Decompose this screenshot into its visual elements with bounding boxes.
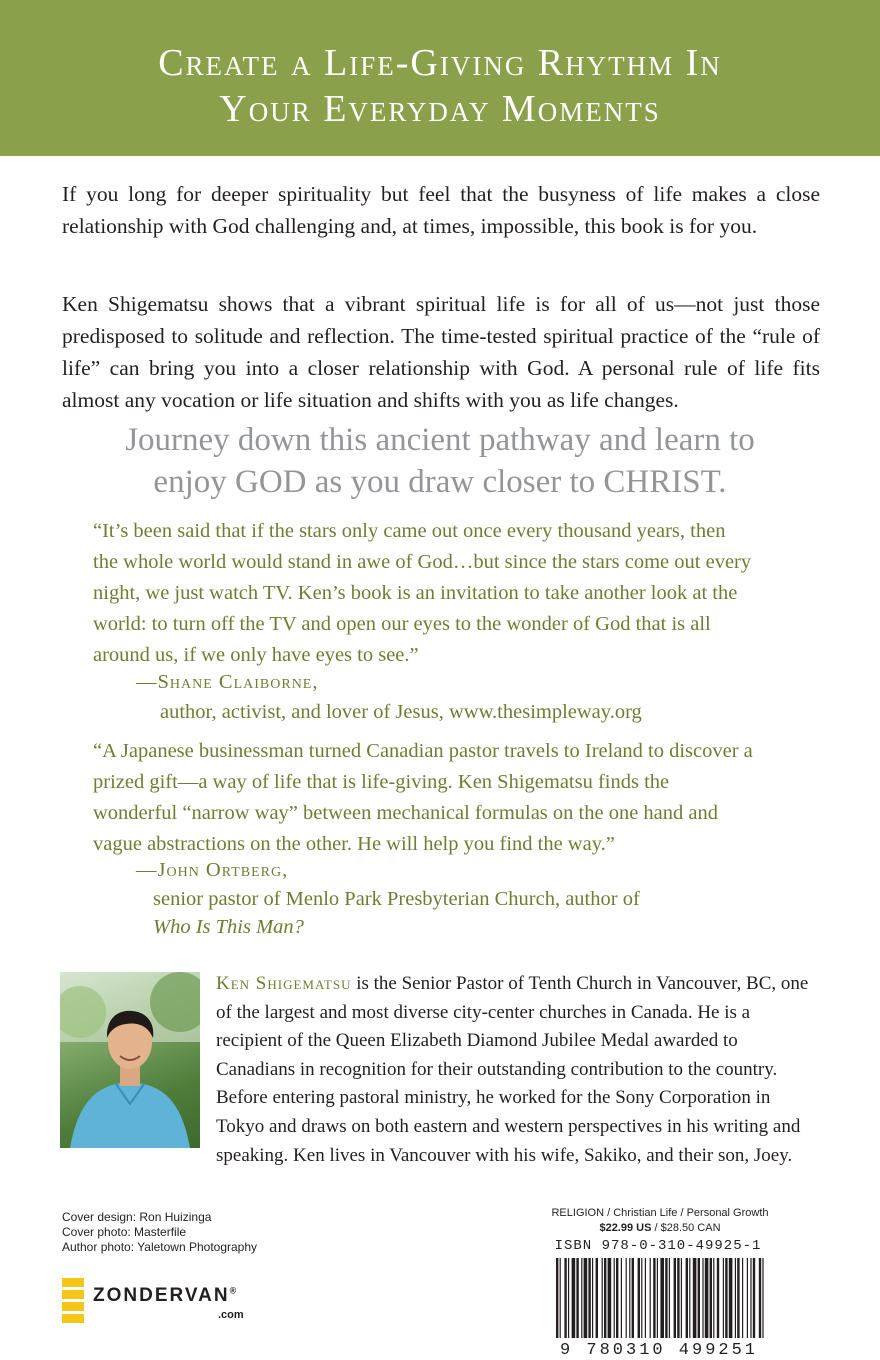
barcode-bar xyxy=(698,1258,700,1348)
credit-line: Cover design: Ron Huizinga xyxy=(62,1210,212,1224)
barcode-bar xyxy=(629,1258,630,1348)
banner-line-2: Your Everyday Moments xyxy=(219,88,661,130)
barcode-bar xyxy=(747,1258,748,1348)
barcode-bar xyxy=(626,1258,627,1348)
barcode-bar xyxy=(762,1258,763,1348)
barcode-bar xyxy=(602,1258,603,1348)
barcode-bar xyxy=(742,1258,743,1348)
endorsement-quote-2: “A Japanese businessman turned Canadian pastor travels to Ireland to discover a prized gift—a way of life that is life-giving. Ken Shigematsu finds the wonderful “narrow way” between mechanical formulas on the one hand and vague abstractions on the other. He will help you find the way.” xyxy=(93,740,753,855)
cover-credits xyxy=(62,1210,257,1255)
barcode-bar xyxy=(713,1258,714,1348)
barcode-bar xyxy=(657,1258,658,1348)
author-photo xyxy=(60,972,200,1148)
author-bio-text: is the Senior Pastor of Tenth Church in Vancouver, BC, one of the largest and most diverse city-center churches in Canada. He is a recipient of the Queen Elizabeth Diamond Jubilee Medal awarded to Canadians in recognition for their outstanding contribution to the country. Before entering pastoral ministry, he worked for the Sony Corporation in Tokyo and draws on both eastern and western perspectives in his writing and speaking. Ken lives in Vancouver with his wife, Sakiko, and their son, Joey. xyxy=(216,973,809,1166)
barcode-bar xyxy=(729,1258,733,1348)
barcode-bar xyxy=(650,1258,651,1348)
barcode-bar xyxy=(753,1258,755,1348)
title-banner xyxy=(0,0,880,156)
barcode-bar xyxy=(604,1258,606,1348)
tagline-line-2: enjoy GOD as you draw closer to CHRIST. xyxy=(153,464,727,500)
barcode-bar xyxy=(759,1258,761,1348)
barcode-digits: 9 780310 499251 xyxy=(559,1341,759,1358)
isbn-barcode xyxy=(542,1258,776,1358)
credit-line: Author photo: Yaletown Photography xyxy=(62,1240,258,1254)
barcode-bar xyxy=(669,1258,670,1348)
barcode-bar xyxy=(638,1258,640,1348)
barcode-bar xyxy=(689,1258,690,1348)
barcode-bar xyxy=(677,1258,679,1348)
barcode-bar xyxy=(616,1258,618,1348)
barcode-bar xyxy=(750,1258,751,1348)
barcode-bar xyxy=(592,1258,593,1348)
barcode-bar xyxy=(572,1258,576,1348)
isbn-text: ISBN 978-0-310-49925-1 xyxy=(554,1238,762,1254)
publisher-domain: .com xyxy=(218,1309,244,1321)
endorsement-author-1-description: author, activist, and lover of Jesus, www.thesimpleway.org xyxy=(160,701,642,723)
barcode-bar xyxy=(725,1258,727,1348)
author-bio xyxy=(216,970,819,1170)
retail-info xyxy=(540,1206,780,1236)
publisher-name: ZONDERVAN® xyxy=(93,1285,239,1306)
barcode-bar xyxy=(723,1258,724,1348)
barcode-bar xyxy=(674,1258,676,1348)
publisher-logo xyxy=(60,1276,300,1324)
barcode-bar xyxy=(660,1258,664,1348)
endorsement-author-2-description: senior pastor of Menlo Park Presbyterian Church, author of xyxy=(153,888,640,910)
barcode-bar xyxy=(705,1258,709,1348)
endorsement-author-1: —Shane Claiborne, xyxy=(136,671,319,693)
credit-line: Cover photo: Masterfile xyxy=(62,1225,187,1239)
barcode-bar xyxy=(702,1258,703,1348)
tagline-line-1: Journey down this ancient pathway and learn to xyxy=(125,422,755,458)
barcode-bar xyxy=(686,1258,688,1348)
publisher-mark-icon xyxy=(60,1276,88,1324)
barcode-bar xyxy=(717,1258,719,1348)
intro-paragraph-1: If you long for deeper spirituality but feel that the busyness of life makes a close relationship with God challenging and, at times, impossible, this book is for you. xyxy=(62,182,820,238)
barcode-bar xyxy=(560,1258,561,1348)
barcode-bar xyxy=(737,1258,739,1348)
author-bio-name: Ken Shigematsu xyxy=(216,973,352,994)
barcode-bar xyxy=(581,1258,582,1348)
barcode-bar xyxy=(693,1258,697,1348)
barcode-bar xyxy=(584,1258,588,1348)
barcode-bar xyxy=(681,1258,682,1348)
endorsement-author-2-book: Who Is This Man? xyxy=(153,916,304,938)
barcode-bar xyxy=(614,1258,615,1348)
barcode-bar xyxy=(735,1258,736,1348)
banner-line-1: Create a Life-Giving Rhythm In xyxy=(158,42,722,84)
barcode-bar xyxy=(588,1258,590,1348)
barcode-bar xyxy=(710,1258,712,1348)
barcode-bar xyxy=(621,1258,622,1348)
barcode-bar xyxy=(596,1258,598,1348)
barcode-bar xyxy=(576,1258,578,1348)
barcode-bar xyxy=(568,1258,569,1348)
barcode-bar xyxy=(632,1258,634,1348)
barcode-bar xyxy=(665,1258,667,1348)
price-text: $22.99 US / $28.50 CAN xyxy=(599,1222,721,1234)
intro-paragraph-2: Ken Shigematsu shows that a vibrant spiritual life is for all of us––not just those predisposed to solitude and reflection. The time-tested spiritual practice of the “rule of life” can bring you into a closer relationship with God. A personal rule of life fits almost any vocation or life situation and shifts with you as life changes. xyxy=(62,292,820,412)
barcode-bar xyxy=(641,1258,642,1348)
barcode-bar xyxy=(556,1258,558,1348)
barcode-bar xyxy=(608,1258,612,1348)
category-text: RELIGION / Christian Life / Personal Growth xyxy=(551,1207,769,1219)
barcode-bar xyxy=(645,1258,646,1348)
barcode-bar xyxy=(564,1258,566,1348)
endorsement-quote-1: “It’s been said that if the stars only came out once every thousand years, then the whole world would stand in awe of God…but since the stars come out every night, we just watch TV. Ken’s book is an invitation to take another look at the world: to turn off the TV and open our eyes to the wonder of God that is all around us, if we only have eyes to see.” xyxy=(93,520,752,666)
endorsement-author-2: —John Ortberg, xyxy=(136,859,289,881)
barcode-bar xyxy=(653,1258,655,1348)
